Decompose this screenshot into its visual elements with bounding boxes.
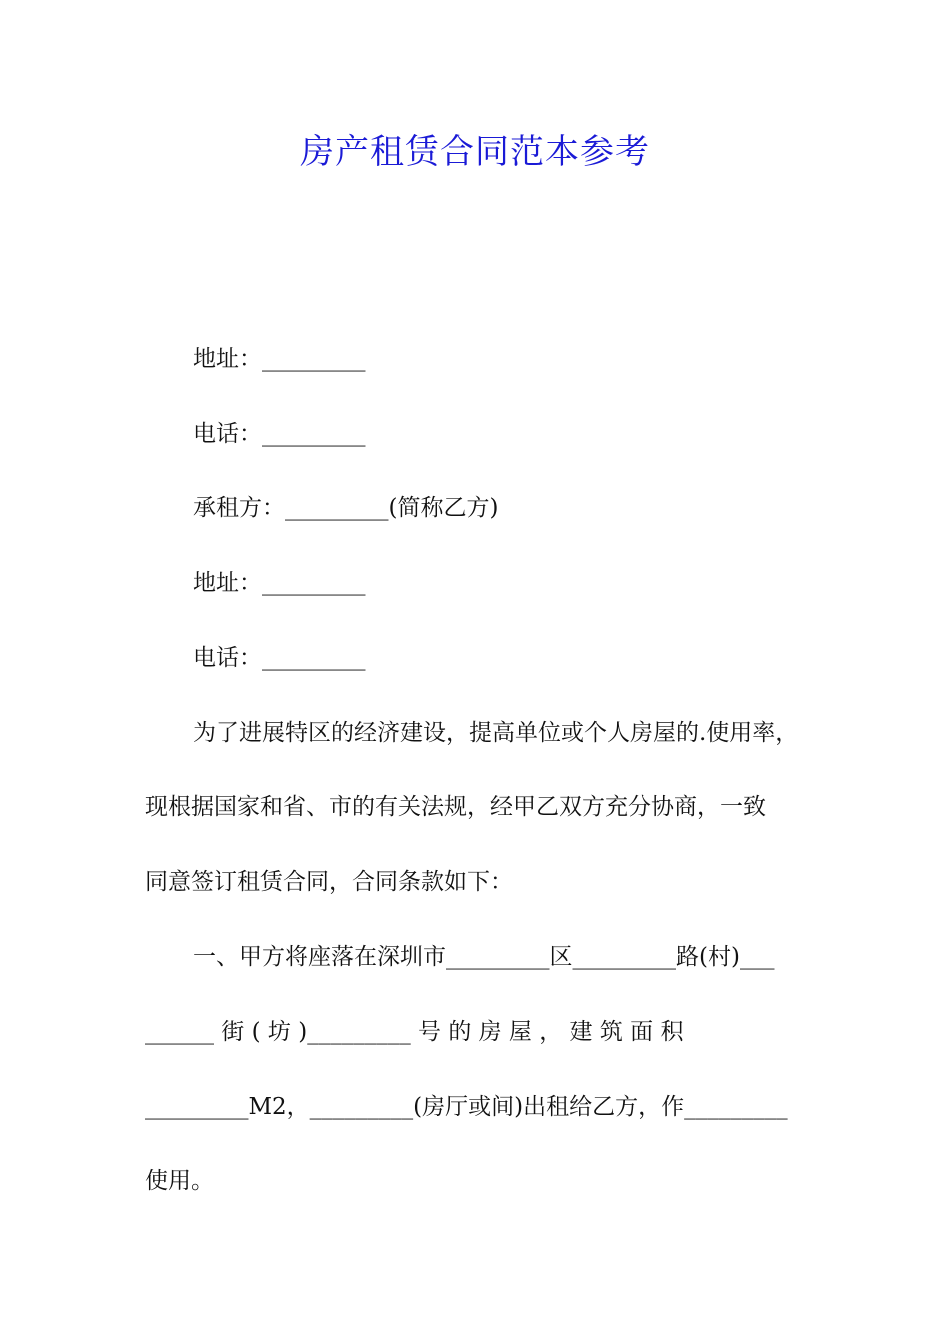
- lessor-address-line: 地址：_________: [193, 346, 366, 372]
- lessee-phone-line: 电话：_________: [193, 645, 366, 671]
- preamble-line-3: 同意签订租赁合同，合同条款如下：: [145, 869, 513, 895]
- lessee-address-line: 地址：_________: [193, 570, 366, 596]
- lessor-phone-line: 电话：_________: [193, 421, 366, 447]
- clause-1-line-2: ______ 街 ( 坊 )_________ 号 的 房 屋 ， 建 筑 面 积: [145, 1019, 684, 1045]
- clause-1-line-4: 使用。: [145, 1168, 214, 1194]
- preamble-line-1: 为了进展特区的经济建设，提高单位或个人房屋的.使用率，: [193, 720, 799, 746]
- document-title: 房产租赁合同范本参考: [300, 132, 650, 172]
- lessee-line: 承租方：_________(简称乙方): [193, 495, 499, 521]
- clause-1-line-3: _________M2，_________(房厅或间)出租给乙方，作_________: [145, 1094, 788, 1120]
- clause-1-line-1: 一、甲方将座落在深圳市_________区_________路(村)___: [193, 944, 775, 970]
- preamble-line-2: 现根据国家和省、市的有关法规，经甲乙双方充分协商，一致: [145, 794, 766, 820]
